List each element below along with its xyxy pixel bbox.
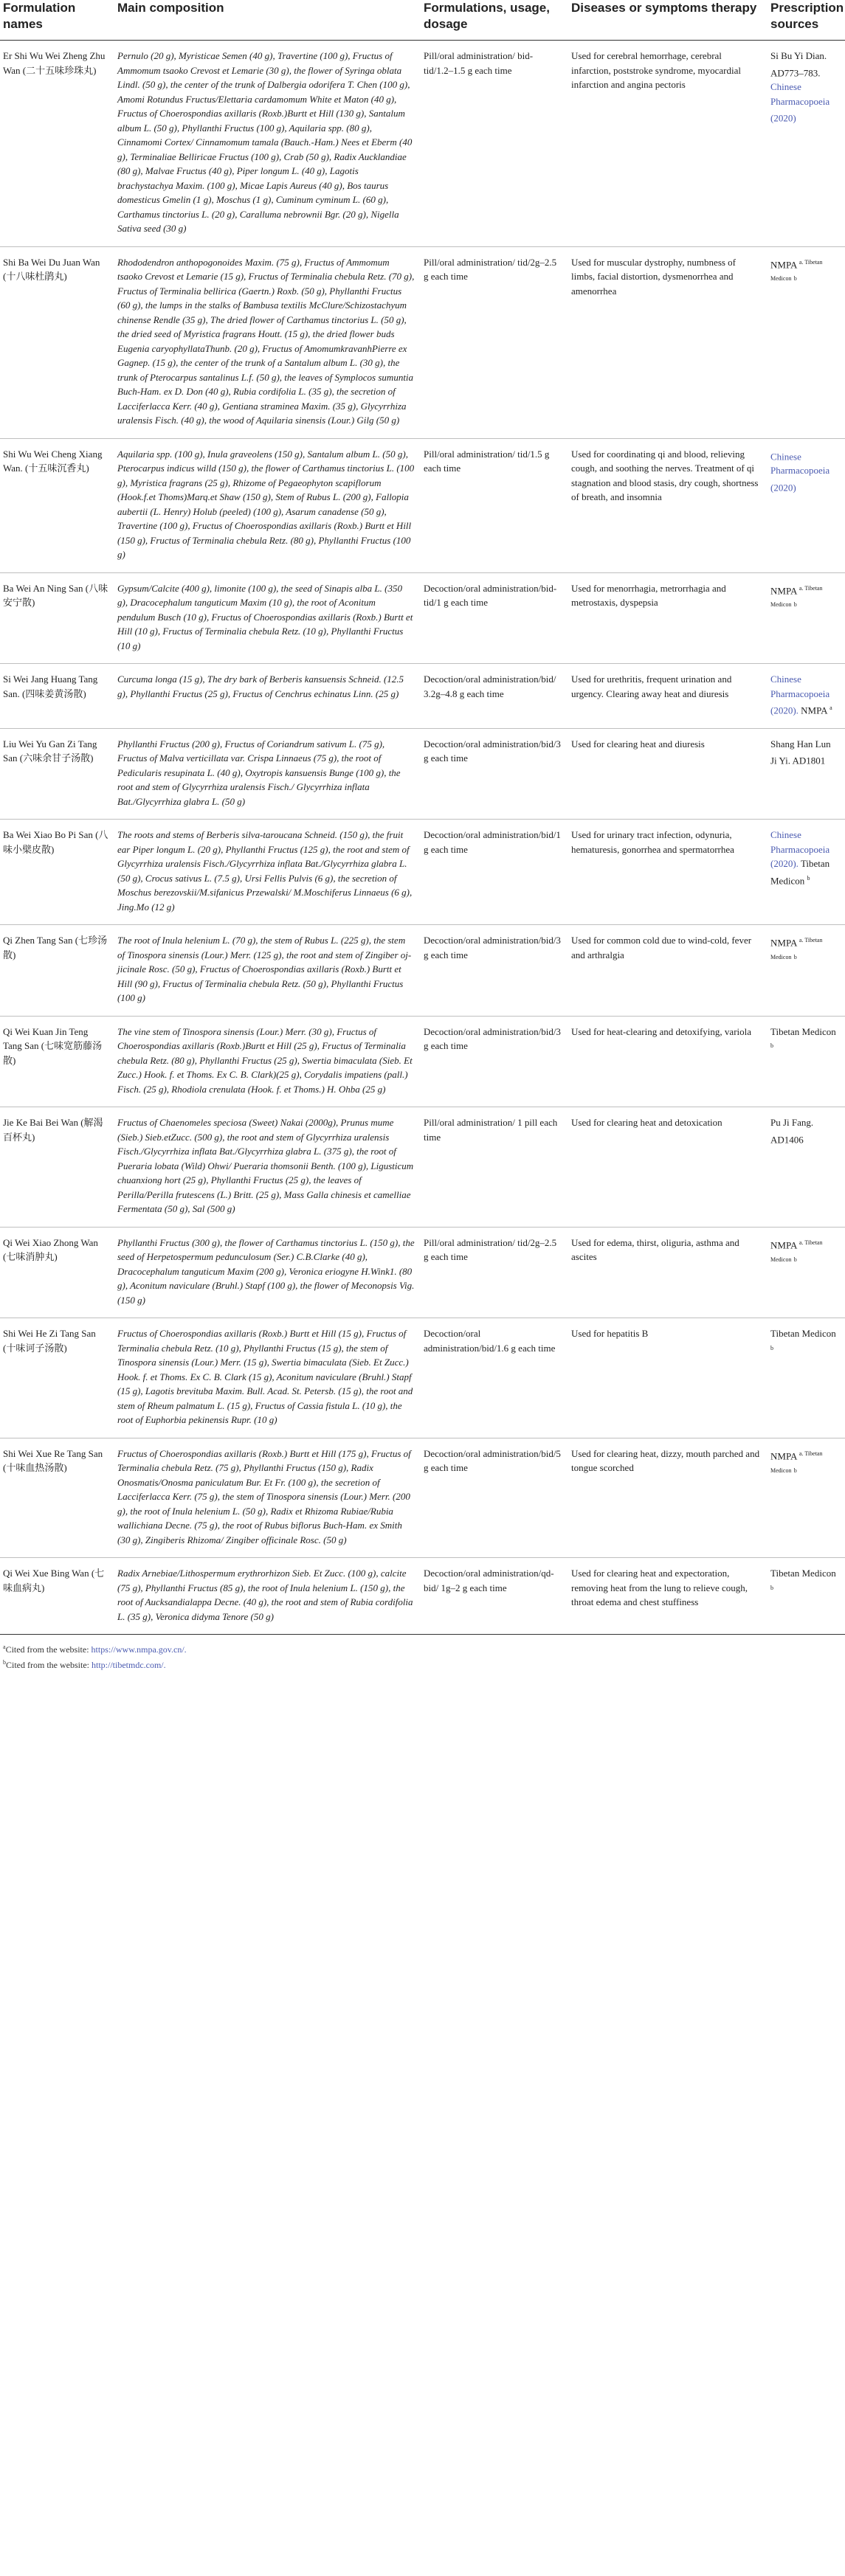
disease-therapy: Used for urinary tract infection, odynuria, hematuresis, gonorrhea and spermatorrhea: [571, 829, 734, 855]
source-text: NMPA: [770, 937, 797, 949]
usage-dosage: Decoction/oral administration/bid/5 g each time: [424, 1447, 561, 1474]
table-row: [0, 728, 845, 820]
source-sup: a: [830, 704, 832, 711]
formulation-name: Shi Wei He Zi Tang San (十味诃子汤散): [3, 1328, 96, 1354]
source-sup2: b: [793, 954, 797, 961]
source-text: NMPA: [770, 258, 797, 270]
source-sup2: b: [793, 275, 797, 283]
main-composition: The roots and stems of Berberis silva-taroucana Schneid. (150 g), the fruit ear Piper longum L. (20 g), Phyllanthi Fructus (125 g), the root and stem of Glycyrrhiza uralensis Fisch./Glycyrrhiza inflata Bat./Glycyrrhiza glabra L. (50 g), Crocus sativus L. (7.5 g), Ursi Fellis Pulvis (6 g), the secretion of Moschus berezovskii/M.sifanicus Przewalski/ M.Moschiferus Linnaeus (6 g), Jing.Mo (12 g): [117, 829, 413, 913]
disease-therapy: Used for coordinating qi and blood, relieving cough, and soothing the nerves. Treatment of qi stagnation and blood stasis, dry cough, shortness of breath, and insomnia: [571, 448, 759, 502]
disease-therapy: Used for clearing heat and expectoration, removing heat from the lung to relieve cough, throat edema and chest stuffiness: [571, 1568, 748, 1608]
prescription-source: [768, 820, 845, 925]
formulation-name: Shi Wei Xue Re Tang San (十味血热汤散): [3, 1447, 103, 1474]
formulation-name: Qi Wei Kuan Jin Teng Tang San (七味宽筋藤汤散): [3, 1025, 103, 1066]
table-row: [0, 572, 845, 664]
source-text: Tibetan Medicon: [770, 1025, 836, 1037]
usage-dosage: Decoction/oral administration/qd-bid/ 1g–2 g each time: [424, 1568, 554, 1593]
disease-therapy: Used for hepatitis B: [571, 1328, 649, 1340]
table-row: [0, 1107, 845, 1228]
header-sources: Prescription sources: [768, 0, 845, 41]
main-composition: Phyllanthi Fructus (300 g), the flower of Carthamus tinctorius L. (150 g), the seed of Herpetospermum pedunculosum (Ser.) C.B.Clarke (40 g), Dracocephalum tanguticum Maxim (200 g), Veronica eriogyne H.Wink1. (80 g), Aconitum naviculare (Bruhl.) Stapf (100 g), the flower of Meconopsis Vig. (150 g): [117, 1236, 415, 1306]
prescription-source: [768, 41, 845, 247]
main-composition: The root of Inula helenium L. (70 g), the stem of Rubus L. (225 g), the stem of Tinospora sinensis (Lour.) Merr. (125 g), the root and stem of Zingiber oj-jicinale Rosc. (50 g), Fructus of Choerospondias axillaris (Roxb.) Burtt et Hill (90 g), Fructus of Terminalia chebula Retz. (50 g), Phyllanthi Fructus (100 g): [117, 935, 412, 1004]
source-text: Si Bu Yi Dian. AD773–783.: [770, 50, 827, 78]
formulation-name: Jie Ke Bai Bei Wan (解渴百杯丸): [3, 1117, 103, 1143]
main-composition: Rhododendron anthopogonoides Maxim. (75 g), Fructus of Ammomum tsaoko Crevost et Lemarie (15 g), Fructus of Terminalia chebula Retz. (70 g), Fructus of Terminalia bellirica (Gaertn.) Roxb. (50 g), Phyllanthi Fructus (60 g), the lumps in the stalks of Bambusa textilis McClure/Schizostachyum chinense Rendle (35 g), The dried flower of Carthamus tinctorius L. (50 g), the dried seed of Myristica fragrans Houtt. (15 g), the dried flower buds Eugenia caryophyllataThunb. (20 g), Fructus of AmomumkravanhPierre ex Gagnep. (15 g), the center of the trunk of a Santalum album L. (30 g), the trunk of Pterocarpus santalinus L.f. (50 g), the leaves of Symplocos sumuntia Buch-Ham. ex D. Don (40 g), Rubia cordifolia L. (35 g), the secretion of Lacciferlacca Kerr. (40 g), Gentiana straminea Maxim. (35 g), Glycyrrhiza uralensis Fisch. (40 g), the wood of Aquilaria sinensis (Lour.) Gilg (50 g): [117, 256, 415, 426]
header-diseases: Diseases or symptoms therapy: [568, 0, 768, 41]
header-formulation-names: Formulation names: [0, 0, 114, 41]
source-sup: a. Tibetan Medicon: [770, 937, 823, 961]
formulation-name: Ba Wei Xiao Bo Pi San (八味小檗皮散): [3, 829, 108, 855]
source-link[interactable]: Chinese Pharmacopoeia (2020): [770, 450, 830, 494]
header-usage: Formulations, usage, dosage: [421, 0, 568, 41]
disease-therapy: Used for heat-clearing and detoxifying, variola: [571, 1025, 752, 1037]
source-link[interactable]: Chinese Pharmacopoeia (2020).: [770, 674, 830, 716]
formulation-name: Er Shi Wu Wei Zheng Zhu Wan (二十五味珍珠丸): [3, 50, 106, 76]
source-sup: a. Tibetan Medicon: [770, 584, 823, 609]
source-text: NMPA: [770, 1239, 797, 1251]
main-composition: Phyllanthi Fructus (200 g), Fructus of Coriandrum sativum L. (75 g), Fructus of Malva verticillata var. Crispa Linnaeus (75 g), the root of Pedicularis resupinata L. (40 g), Oxytropis kansuensis Bunge (100 g), the root and stem of Glycyrrhiza uralensis Fisch./ Glycyrrhiza inflata Bat./Glycyrrhiza glabra L. (50 g): [117, 738, 401, 807]
prescription-source: [768, 1438, 845, 1558]
main-composition: Fructus of Choerospondias axillaris (Roxb.) Burtt et Hill (175 g), Fructus of Terminalia chebula Retz. (75 g), Phyllanthi Fructus (150 g), Radix Onosmatis/Onosma paniculatum Bur. Et Fr. (100 g), the secretion of Lacciferlacca Kerr. (75 g), the stem of Tinospora sinensis (Lour.) Merr. (200 g), the root of Inula helenium L. (50 g), Radix et Rhizoma Rubiae/Rubia wallichiana Decne. (75 g), the root of Rubus biflorus Buch-Ham. ex Smith (30 g), Zingiberis Rhizoma/ Zingiber officinale Rosc. (50 g): [117, 1447, 411, 1545]
usage-dosage: Decoction/oral administration/bid/3 g each time: [424, 738, 561, 764]
formulation-name: Shi Wu Wei Cheng Xiang Wan. (十五味沉香丸): [3, 448, 103, 474]
table-header: [0, 0, 845, 41]
prescription-source: [768, 925, 845, 1017]
table-row: [0, 1558, 845, 1635]
footnote-b: $^b$Cited from the website: http://tibetmdc.com/.: [3, 1659, 166, 1671]
table-body: [0, 41, 845, 1635]
source-sup2: b: [793, 1256, 797, 1263]
prescription-source: [768, 1016, 845, 1107]
prescription-source: [768, 1558, 845, 1635]
header-main-composition: Main composition: [114, 0, 421, 41]
prescription-source: [768, 1227, 845, 1318]
footnote-a-link[interactable]: https://www.nmpa.gov.cn/.: [91, 1644, 187, 1655]
disease-therapy: Used for cerebral hemorrhage, cerebral infarction, poststroke syndrome, myocardial infarction and angina pectoris: [571, 50, 741, 90]
main-composition: Radix Arnebiae/Lithospermum erythrorhizon Sieb. Et Zucc. (100 g), calcite (75 g), Phyllanthi Fructus (85 g), the root of Inula helenium L. (150 g), the root of Aucksandialappa Decne. (40 g), the root and stem of Rubia cordifolia L. (35 g), Veronica didyma Tenore (50 g): [117, 1568, 413, 1622]
usage-dosage: Decoction/oral administration/bid/3 g each time: [424, 1025, 561, 1052]
disease-therapy: Used for edema, thirst, oliguria, asthma and ascites: [571, 1236, 739, 1263]
source-text: NMPA: [770, 1450, 797, 1462]
source-text: Tibetan Medicon: [770, 1568, 836, 1579]
disease-therapy: Used for clearing heat and diuresis: [571, 738, 705, 749]
table-row: [0, 246, 845, 438]
prescription-source: [768, 728, 845, 820]
formulation-name: Qi Wei Xue Bing Wan (七味血病丸): [3, 1568, 105, 1593]
source-text: NMPA: [801, 704, 827, 716]
table-row: [0, 925, 845, 1017]
source-text: NMPA: [770, 584, 797, 596]
source-sup: a. Tibetan Medicon: [770, 1239, 823, 1263]
disease-therapy: Used for menorrhagia, metrorrhagia and metrostaxis, dyspepsia: [571, 582, 726, 608]
table-row: [0, 41, 845, 247]
source-link[interactable]: Chinese Pharmacopoeia (2020): [770, 81, 830, 124]
usage-dosage: Decoction/oral administration/bid/ 3.2g–4.8 g each time: [424, 674, 556, 699]
source-sup: b: [807, 874, 810, 882]
usage-dosage: Decoction/oral administration/bid/1.6 g each time: [424, 1328, 556, 1354]
formulation-name: Liu Wei Yu Gan Zi Tang San (六味余甘子汤散): [3, 738, 97, 764]
table-row: [0, 438, 845, 572]
source-text: Tibetan Medicon: [770, 858, 830, 887]
disease-therapy: Used for clearing heat and detoxication: [571, 1117, 722, 1129]
main-composition: Aquilaria spp. (100 g), Inula graveolens (150 g), Santalum album L. (50 g), Pterocarpus indicus willd (150 g), the flower of Carthamus tinctorius L. (100 g), Myristica fragrans (25 g), Rhizome of Pegaeophyton scapiflorum (Hook.f.et Thoms)Marq.et Shaw (150 g), Stem of Rubus L. (200 g), Fallopia aubertii (L. Henry) Holub (peeled) (100 g), Asarum canadense (50 g), Travertine (100 g), Fructus of Choerospondias axillaris (Roxb.) Burtt et Hill (150 g), Fructus of Terminalia chebula Retz. (80 g), Phyllanthi Fructus (100 g): [117, 448, 415, 560]
prescription-source: [768, 572, 845, 664]
source-text: Shang Han Lun Ji Yi. AD1801: [770, 738, 831, 766]
disease-therapy: Used for muscular dystrophy, numbness of limbs, facial distortion, dysmenorrhea and amenorrhea: [571, 256, 737, 297]
formulation-name: Qi Wei Xiao Zhong Wan (七味消肿丸): [3, 1236, 98, 1263]
prescription-source: [768, 1318, 845, 1438]
disease-therapy: Used for clearing heat, dizzy, mouth parched and tongue scorched: [571, 1447, 760, 1474]
source-sup: a. Tibetan Medicon: [770, 1450, 823, 1474]
prescription-source: [768, 438, 845, 572]
usage-dosage: Pill/oral administration/ tid/2g–2.5 g each time: [424, 1236, 557, 1263]
table-row: [0, 820, 845, 925]
main-composition: Fructus of Choerospondias axillaris (Roxb.) Burtt et Hill (15 g), Fructus of Terminalia chebula Retz. (10 g), Phyllanthi Fructus (15 g), the stem of Tinospora sinensis (Lour.) Merr. (15 g), Swertia bimaculata (Sieb. Et Zucc.) Hook. f. et Thoms. Ex C. B. Clark (15 g), Aconitum naviculare (Bruhl.) Stapf (15 g), Lagotis brevituba Maxim. Bull. Acad. St. Petersb. (15 g), the root and stem of Rheum palmatum L. (15 g), Fructus of Cassia fistula L. (10 g), the root of Euphorbia pekinensis Rupr. (10 g): [117, 1328, 413, 1426]
main-composition: Pernulo (20 g), Myristicae Semen (40 g), Travertine (100 g), Fructus of Ammomum tsaoko Crevost et Lemarie (30 g), the flower of Syringa oblata Lindl. (50 g), the center of the trunk of Dalbergia odorifera T. Chen (100 g), Amomi Rotundus Fructus/Elettaria cardamomum White et Maton (40 g), Fructus of Choerospondias axillaris (Roxb.)Burtt et Hill (130 g), Santalum album L. (50 g), Phyllanthi Fructus (100 g), Aquilaria spp. (80 g), Cinnamomi Cortex/ Cinnamomum tamala (Bauch.-Ham.) Nees et Eberm (40 g), Terminaliae Belliricae Fructus (100 g), Crab (50 g), Radix Aucklandiae (80 g), Malvae Fructus (40 g), Piper longum L. (40 g), Lagotis brachystachya Maxim. (100 g), Micae Lapis Aureus (40 g), Bos taurus domesticus Gmelin (1 g), Moschus (1 g), Cuminum cyminum L. (60 g), Carthamus tinctorius L. (20 g), Caralluma nebrownii Bgr. (20 g), Nigella Sativa seed (30 g): [117, 50, 413, 234]
source-text: Tibetan Medicon: [770, 1328, 836, 1340]
footnotes: [0, 1635, 845, 1672]
formulation-name: Shi Ba Wei Du Juan Wan (十八味杜鹃丸): [3, 256, 100, 282]
usage-dosage: Pill/oral administration/ tid/1.5 g each time: [424, 448, 550, 474]
table-row: [0, 1438, 845, 1558]
disease-therapy: Used for urethritis, frequent urination and urgency. Clearing away heat and diuresis: [571, 674, 732, 699]
usage-dosage: Decoction/oral administration/bid/3 g each time: [424, 935, 561, 960]
prescription-source: [768, 246, 845, 438]
disease-therapy: Used for common cold due to wind-cold, fever and arthralgia: [571, 935, 752, 960]
formulation-name: Qi Zhen Tang San (七珍汤散): [3, 935, 108, 960]
table-row: [0, 1016, 845, 1107]
main-composition: Curcuma longa (15 g), The dry bark of Berberis kansuensis Schneid. (12.5 g), Phyllanthi Fructus (25 g), Fructus of Cenchrus echinatus Linn. (25 g): [117, 674, 404, 699]
source-sup: a. Tibetan Medicon: [770, 258, 823, 283]
table-row: [0, 1318, 845, 1438]
formulation-name: Ba Wei An Ning San (八味安宁散): [3, 582, 108, 608]
source-sup: b: [770, 1584, 773, 1591]
footnote-a: $^a$Cited from the website: https://www.nmpa.gov.cn/.: [3, 1644, 187, 1655]
source-sup2: b: [793, 1467, 797, 1474]
table-row: [0, 664, 845, 729]
footnote-b-link[interactable]: http://tibetmdc.com/.: [91, 1660, 166, 1671]
prescription-source: [768, 664, 845, 729]
usage-dosage: Decoction/oral administration/bid-tid/1 g each time: [424, 582, 557, 608]
main-composition: The vine stem of Tinospora sinensis (Lour.) Merr. (30 g), Fructus of Choerospondias axillaris (Roxb.)Burtt et Hill (25 g), Fructus of Terminalia chebula Retz. (80 g), Phyllanthi Fructus (25 g), Swertia bimaculata (Sieb. Et Zucc.) Hook. f. et Thoms. Ex C. B. Clark)(25 g), Corydalis impatiens (pall.) Fisch. (25 g), Rhodiola crenulata (Hook. f. et Thoms.) H. Ohba (25 g): [117, 1025, 413, 1095]
source-text: Pu Ji Fang. AD1406: [770, 1117, 814, 1146]
main-composition: Gypsum/Calcite (400 g), limonite (100 g), the seed of Sinapis alba L. (350 g), Dracocephalum tanguticum Maxim (10 g), the root of Aconitum pendulum Busch (10 g), Fructus of Choerospondias axillaris (Roxb.) Burtt et Hill (10 g), Fructus of Terminalia chebula Retz. (10 g), Phyllanthi Fructus (10 g): [117, 582, 413, 651]
source-sup2: b: [793, 601, 797, 609]
usage-dosage: Pill/oral administration/ tid/2g–2.5 g each time: [424, 256, 557, 282]
table-row: [0, 1227, 845, 1318]
formulation-name: Si Wei Jang Huang Tang San. (四味姜黄汤散): [3, 674, 98, 699]
source-link[interactable]: Chinese Pharmacopoeia (2020).: [770, 829, 830, 870]
usage-dosage: Pill/oral administration/ bid-tid/1.2–1.5 g each time: [424, 50, 534, 76]
usage-dosage: Decoction/oral administration/bid/1 g each time: [424, 829, 561, 855]
usage-dosage: Pill/oral administration/ 1 pill each time: [424, 1117, 558, 1143]
main-composition: Fructus of Chaenomeles speciosa (Sweet) Nakai (2000g), Prunus mume (Sieb.) Sieb.etZucc. (500 g), the root and stem of Glycyrrhiza uralensis Fisch./Glycyrrhiza inflata Bat./Glycyrrhiza glabra L. (375 g), the root of Pueraria lobata (Wild) Ohwi/ Pueraria thomsonii Benth. (100 g), Ligusticum chuanxiong hort (25 g), Phyllanthi Fructus (25 g), the leaves of Perilla/Perilla frutescens (L.) Britt. (25 g), Mass Galla chinesis et camelliae Fermentata (50 g), Sal (500 g): [117, 1117, 414, 1215]
source-sup: b: [770, 1042, 773, 1050]
prescription-source: [768, 1107, 845, 1228]
source-sup: b: [770, 1344, 773, 1351]
